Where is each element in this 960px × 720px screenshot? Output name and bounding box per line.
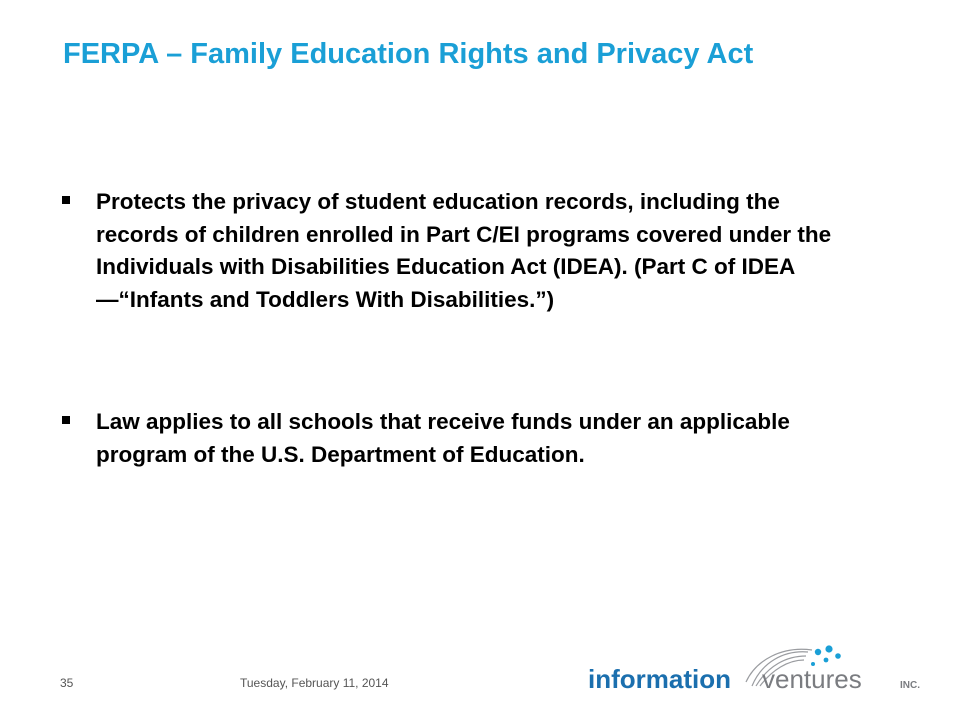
square-bullet-icon [62,416,70,424]
logo-word-information: information [588,664,731,694]
bullet-list [0,186,960,467]
dots-graphic [811,645,841,666]
page-number: 35 [60,676,74,690]
logo-word-ventures: ventures [762,664,862,694]
logo-suffix: INC. [900,680,920,691]
information-ventures-logo [586,642,930,698]
square-bullet-icon [62,196,70,204]
slide-title: FERPA – Family Education Rights and Privacy Act [63,38,754,70]
bullet-text: Protects the privacy of student education records, including the records of children enrolled in Part C/EI programs covered under the Individuals with Disabilities Education Act (IDEA). (Part C of IDEA —“Infants and Toddlers With Disabilities.”) [96,189,832,312]
bullet-text: Law applies to all schools that receive funds under an applicable program of the U.S. Department of Education. [96,409,790,467]
footer-date: Tuesday, February 11, 2014 [240,676,389,690]
bullet-item [0,186,960,406]
